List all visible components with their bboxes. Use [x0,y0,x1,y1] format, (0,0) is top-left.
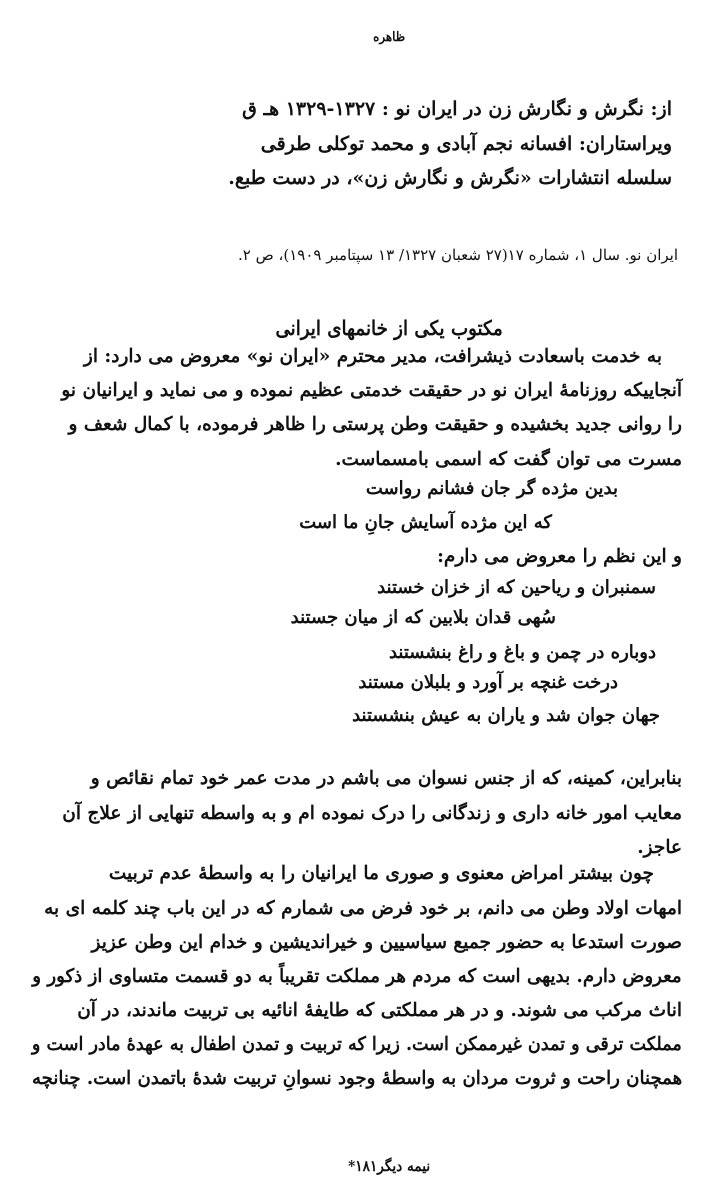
running-header: ظاهره [373,30,406,45]
verse-line: که این مژده آسایش جانِ ما است [299,512,552,533]
text-line: معروض دارم. بدیهی است که مردم هر مملکت تقریباً به دو قسمت متساوی از ذکور و [32,966,682,987]
text-line: اناث مرکب می شوند. و در هر مملکتی که طایفهٔ انائیه بی تربیت ماندند، در آن [77,1000,682,1021]
citation: ایران نو. سال ۱، شماره ۱۷(۲۷ شعبان ۱۳۲۷/ ۱۳ سپتامبر ۱۹۰۹)، ص ۲. [238,246,678,264]
text-line: مملکت ترقی و تمدن غیرممکن است. زیرا که تربیت و تمدن اطفال به عهدهٔ مادر است و [32,1034,682,1055]
page-footer: نیمه دیگر۱۸۱* [348,1157,431,1175]
text-line: به خدمت باسعادت ذیشرافت، مدیر محترم «ایران نو» معروض می دارد: از [83,346,662,367]
text-line: معایب امور خانه داری و زندگانی را درک نموده ام و به واسطه تنهایی از علاج آن [62,803,682,824]
article-title: مکتوب یکی از خانمهای ایرانی [275,316,503,340]
text-line: مسرت می توان گفت که اسمی بامسماست. [335,449,682,470]
verse-line: بدین مژده گر جان فشانم رواست [365,478,618,499]
source-line: سلسله انتشارات «نگرش و نگارش زن»، در دست طبع. [228,167,672,189]
text-line: عاجز. [637,837,682,858]
verse-line: جهان جوان شد و یاران به عیش بنشستند [352,705,660,726]
text-line: امهات اولاد وطن می دانم، بر خود فرض می شمارم که در این باب چند کلمه ای به [44,898,682,919]
verse-line: دوباره در چمن و باغ و راغ بنشستند [388,642,656,663]
source-line: ویراستاران: افسانه نجم آبادی و محمد توکلی طرقی [260,133,672,155]
text-line: بنابراین، کمینه، که از جنس نسوان می باشم در مدت عمر خود تمام نقائص و [90,768,682,789]
text-line: آنجاییکه روزنامهٔ ایران نو در حقیقت خدمتی عظیم نموده و می نماید و ایرانیان نو [61,380,682,401]
transition-line: و این نظم را معروض می دارم: [437,546,682,567]
text-line: صورت استدعا به حضور جمیع سیاسیین و خیراندیشین و خدام این وطن عزیز [91,932,682,953]
text-line: چون بیشتر امراض معنوی و صوری ما ایرانیان را به واسطهٔ عدم تربیت [108,863,654,884]
source-line: از: نگرش و نگارش زن در ایران نو : ۱۳۲۷-۱۳۲۹ هـ ق [242,98,672,120]
verse-line: سمنبران و ریاحین که از خزان خستند [377,577,656,598]
text-line: همچنان راحت و ثروت مردان به واسطهٔ وجود نسوانِ تربیت شدهٔ باتمدن است. چنانچه [31,1068,682,1089]
verse-line: سُهی قدان بلابین که از میان جستند [290,607,556,628]
text-line: را روانی جدید بخشیده و حقیقت وطن پرستی را ظاهر فرموده، با کمال شعف و [68,414,682,435]
verse-line: درخت غنچه بر آورد و بلبلان مستند [358,672,618,693]
